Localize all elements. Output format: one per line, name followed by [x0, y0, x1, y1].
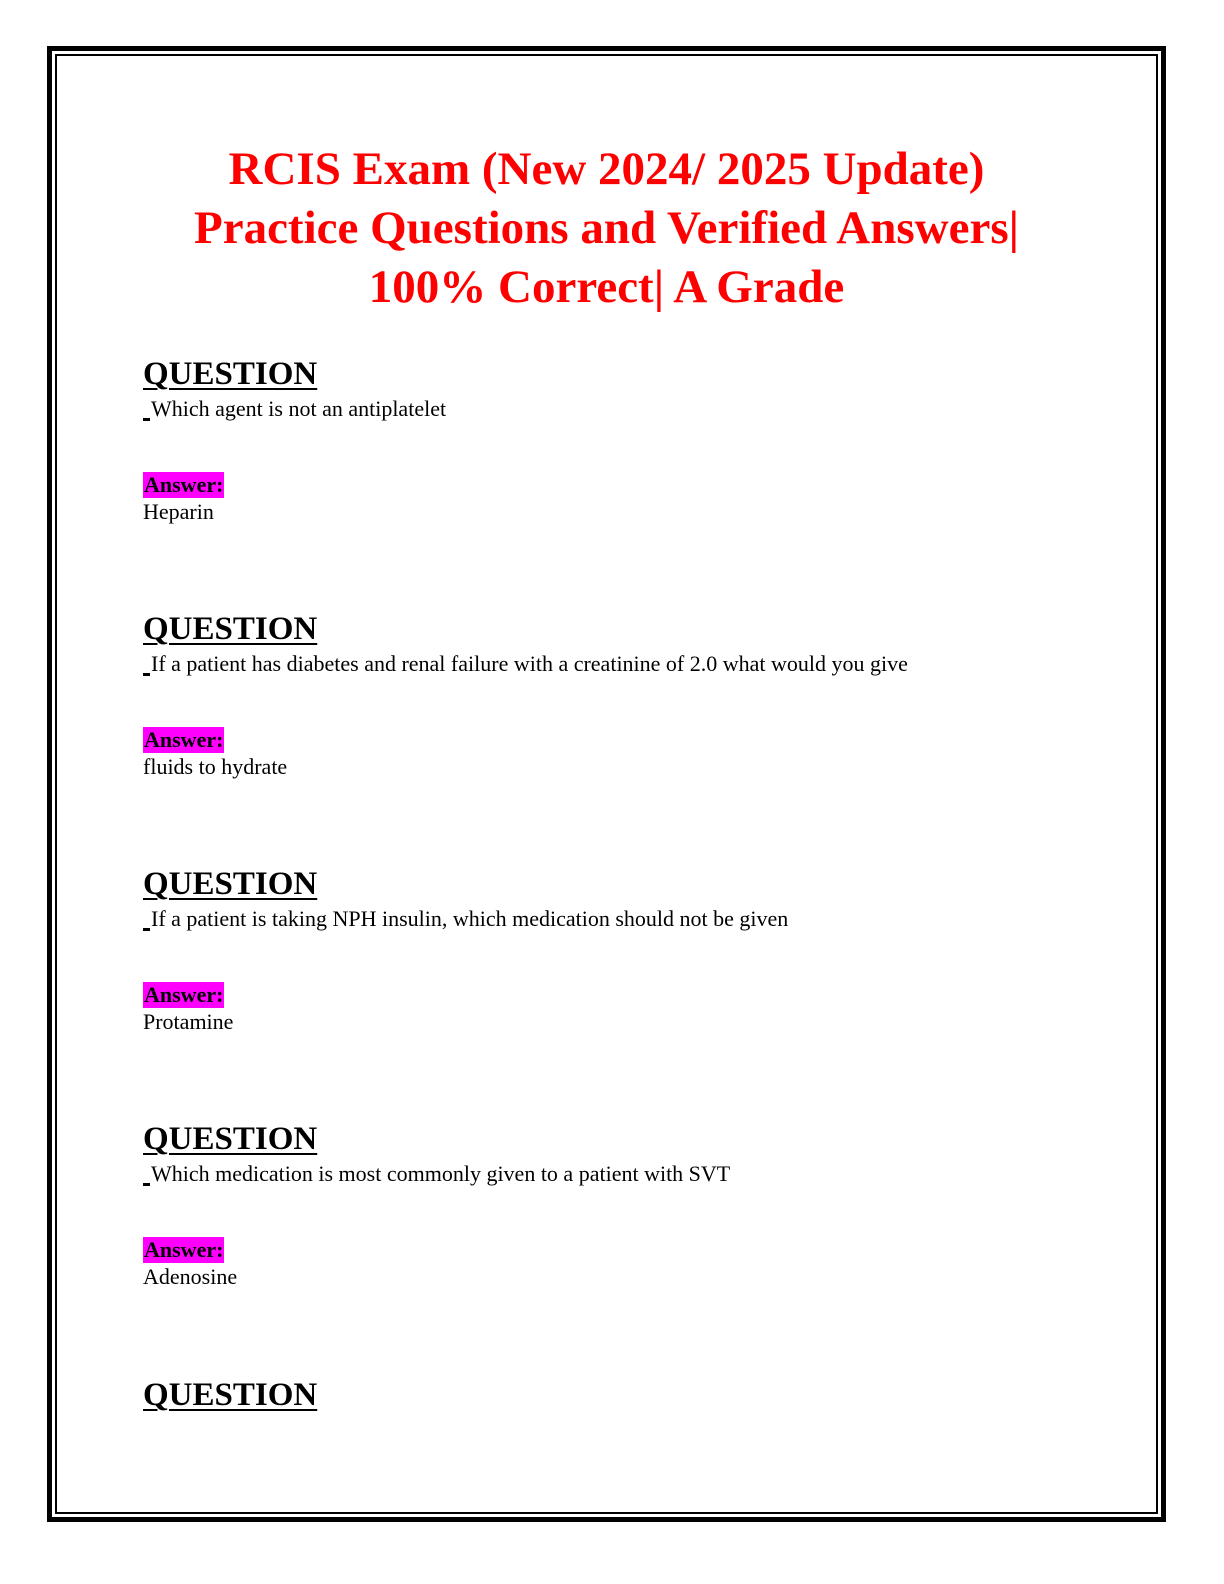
underscore-mark: [143, 928, 150, 931]
underscore-mark: [143, 418, 150, 421]
question-text: [143, 651, 1093, 677]
title-line-2: Practice Questions and Verified Answers|: [194, 202, 1019, 254]
answer-text: Protamine: [143, 1009, 234, 1034]
title-line-1: RCIS Exam (New 2024/ 2025 Update): [228, 143, 985, 195]
question-heading: QUESTION: [143, 1377, 318, 1413]
title-line-3: 100% Correct| A Grade: [368, 261, 845, 313]
answer-text: Adenosine: [143, 1264, 238, 1289]
qa-block-1: [143, 356, 1093, 526]
question-heading: QUESTION: [143, 356, 318, 392]
question-heading: QUESTION: [143, 866, 318, 902]
qa-block-4: [143, 1121, 1093, 1291]
answer-text: fluids to hydrate: [143, 754, 288, 779]
question-text: [143, 396, 1093, 422]
question-text-value: Which medication is most commonly given to a patient with SVT: [151, 1161, 731, 1186]
question-text-value: If a patient is taking NPH insulin, which medication should not be given: [151, 906, 789, 931]
answer-text: Heparin: [143, 499, 214, 524]
answer-label: Answer:: [144, 1237, 224, 1262]
question-heading: QUESTION: [143, 1121, 318, 1157]
qa-block-5: [143, 1377, 1093, 1413]
answer-label: Answer:: [144, 727, 224, 752]
underscore-mark: [143, 1183, 150, 1186]
question-text-value: If a patient has diabetes and renal failure with a creatinine of 2.0 what would you give: [151, 651, 908, 676]
question-text: [143, 1161, 1093, 1187]
answer-label: Answer:: [144, 982, 224, 1007]
underscore-mark: [143, 673, 150, 676]
question-heading: QUESTION: [143, 611, 318, 647]
question-text-value: Which agent is not an antiplatelet: [151, 396, 447, 421]
qa-block-2: [143, 611, 1093, 781]
answer-label: Answer:: [144, 472, 224, 497]
question-text: [143, 906, 1093, 932]
qa-block-3: [143, 866, 1093, 1036]
document-title: [60, 140, 1153, 317]
